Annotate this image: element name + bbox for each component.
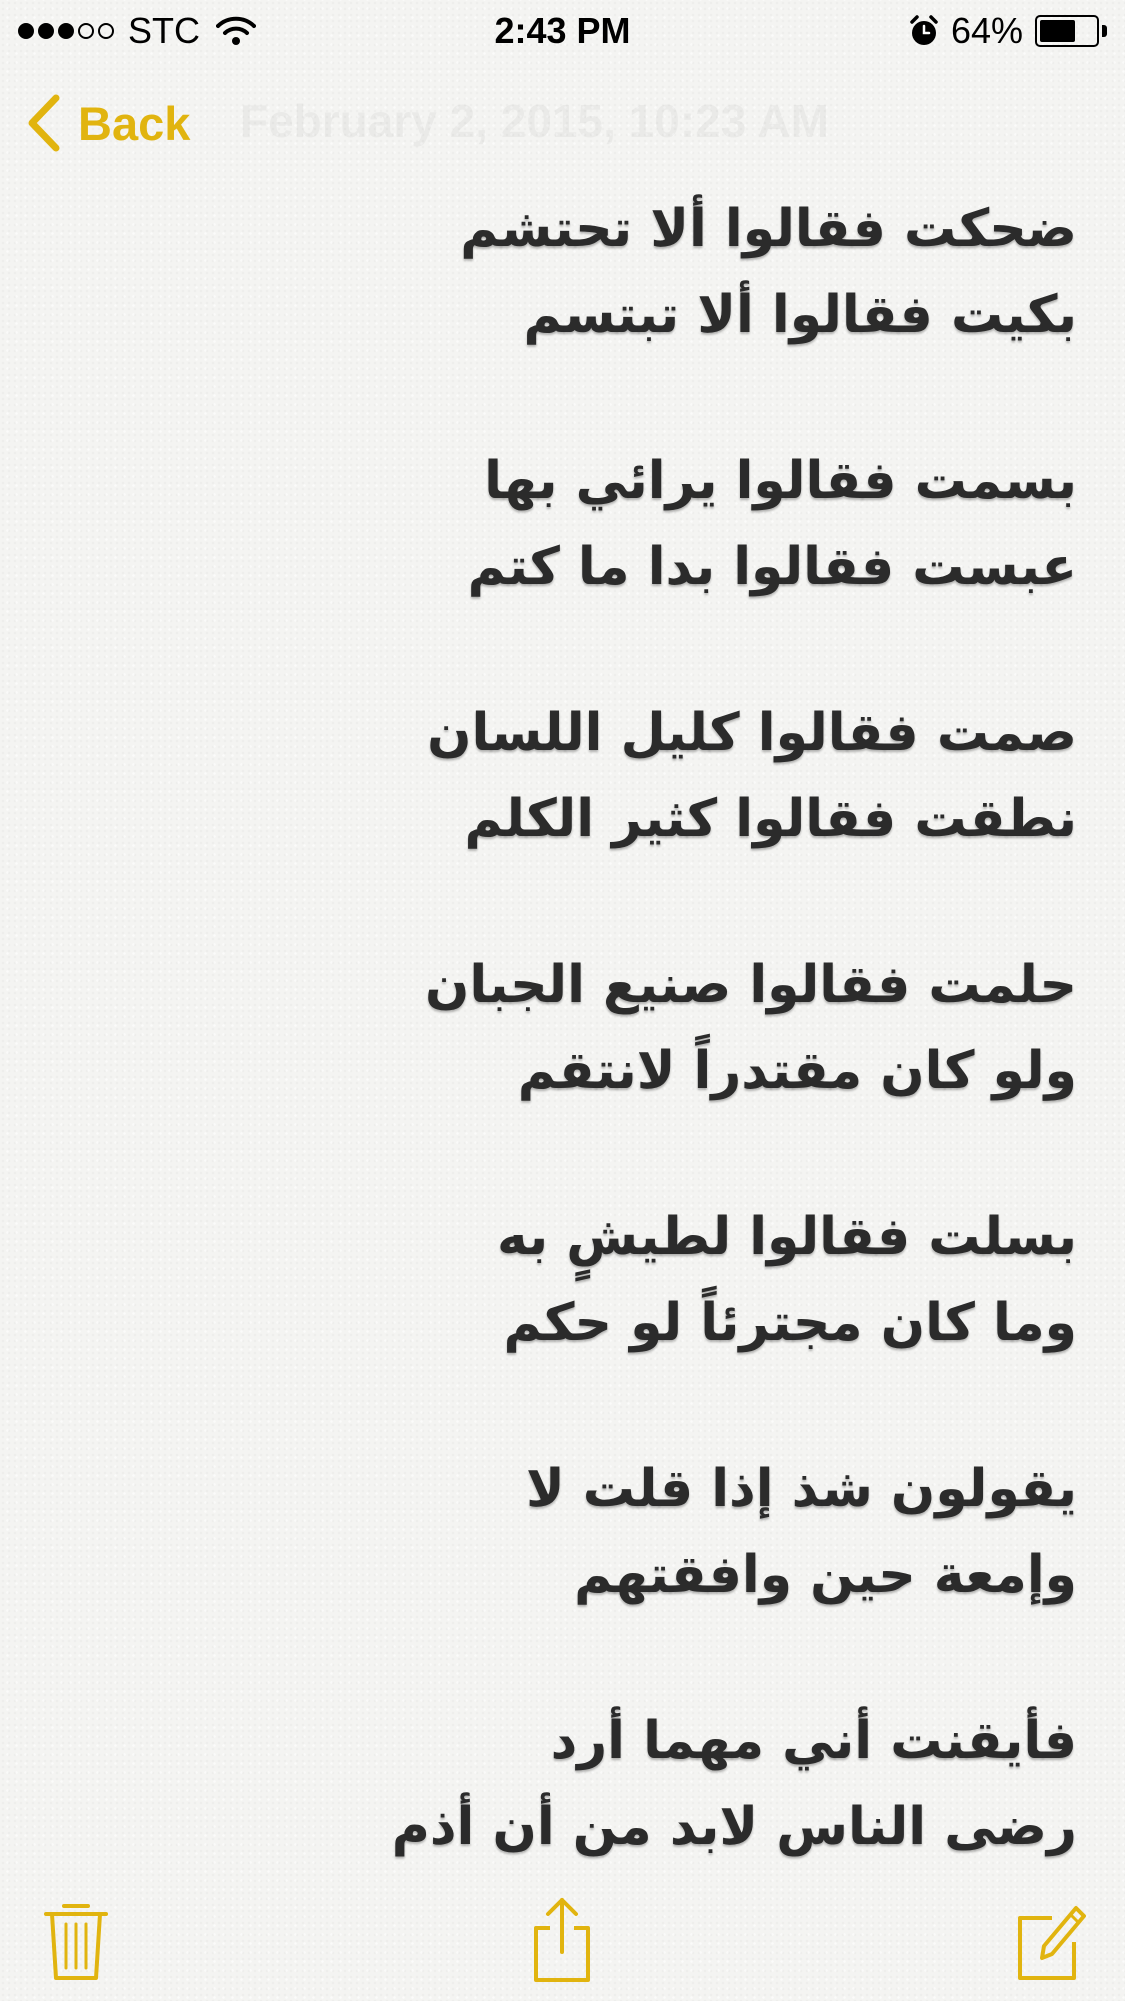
poem-line: وإمعة حين وافقتهم xyxy=(574,1545,1077,1605)
note-body[interactable] xyxy=(377,186,1077,1950)
chevron-left-icon xyxy=(24,92,64,154)
poem-line: عبست فقالوا بدا ما كتم xyxy=(467,537,1077,597)
poem-line: ضحكت فقالوا ألا تحتشم xyxy=(460,199,1077,259)
compose-icon xyxy=(1008,1894,1088,1984)
battery-level xyxy=(1040,20,1075,42)
battery-icon xyxy=(1035,15,1107,47)
share-button[interactable] xyxy=(522,1894,602,1984)
poem-stanza xyxy=(377,1698,1077,1870)
alarm-clock-icon xyxy=(909,15,939,47)
poem-line: رضى الناس لابد من أن أذم xyxy=(391,1797,1077,1857)
bottom-toolbar xyxy=(0,1880,1125,2001)
poem-stanza xyxy=(377,186,1077,358)
poem-line: بسمت فقالوا يرائي بها xyxy=(484,451,1077,511)
poem-stanza xyxy=(377,690,1077,862)
poem-line: بسلت فقالوا لطيشٍ به xyxy=(497,1207,1077,1267)
carrier-name: STC xyxy=(128,10,200,51)
poem-stanza xyxy=(377,1446,1077,1618)
poem-line: يقولون شذ إذا قلت لا xyxy=(525,1459,1077,1519)
back-label: Back xyxy=(78,96,191,150)
nav-bar xyxy=(0,62,1125,186)
poem-line: ولو كان مقتدراً لانتقم xyxy=(517,1041,1077,1101)
poem-line: نطقت فقالوا كثير الكلم xyxy=(464,789,1077,849)
share-icon xyxy=(522,1894,602,1984)
compose-button[interactable] xyxy=(1008,1894,1088,1984)
status-right xyxy=(909,8,1107,54)
status-time: 2:43 PM xyxy=(494,10,631,51)
battery-percent: 64% xyxy=(950,10,1023,51)
poem-line: وما كان مجترئاً لو حكم xyxy=(503,1293,1077,1353)
poem-line: صمت فقالوا كليل اللسان xyxy=(427,703,1077,763)
back-button[interactable] xyxy=(24,88,190,158)
delete-button[interactable] xyxy=(36,1894,116,1984)
poem-line: فأيقنت أني مهما أرد xyxy=(550,1711,1077,1771)
poem-line: بكيت فقالوا ألا تبتسم xyxy=(523,285,1077,345)
note-date xyxy=(240,94,829,148)
poem-stanza xyxy=(377,942,1077,1114)
status-bar xyxy=(0,0,1125,62)
poem-stanza xyxy=(377,1194,1077,1366)
trash-icon xyxy=(36,1894,116,1984)
poem-line: حلمت فقالوا صنيع الجبان xyxy=(424,955,1077,1015)
poem-stanza xyxy=(377,438,1077,610)
